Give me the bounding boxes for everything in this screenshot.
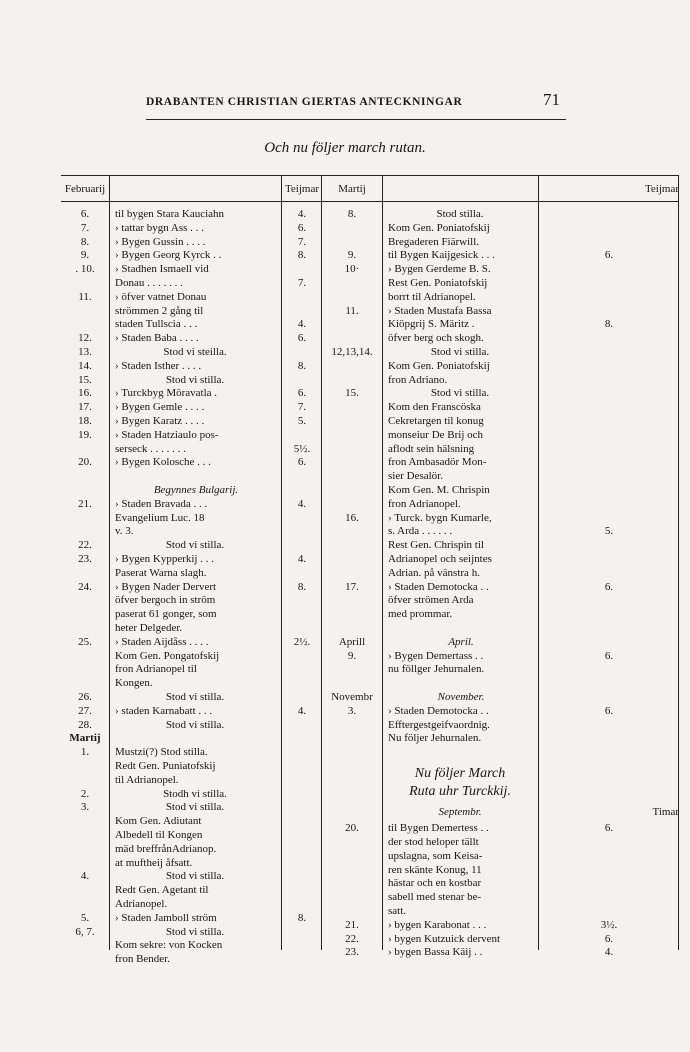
row-text: Stodh vi stilla.	[163, 787, 227, 800]
row-text: November.	[437, 691, 485, 703]
row-text: › Bygen Kypperkij . . .	[115, 553, 214, 565]
row-text: Donau . . . . . . .	[115, 277, 183, 289]
row-text: › Bygen Karatz . . . .	[115, 415, 205, 427]
row-mil: 7.	[297, 235, 307, 248]
row-text: Mustzi(?) Stod stilla.	[115, 746, 208, 759]
row-text: Stod vi stilla.	[165, 691, 225, 703]
row-date: Novembr	[331, 691, 373, 703]
row-date: 16.	[78, 387, 92, 400]
row-mil: 5½.	[293, 442, 311, 455]
row-text: sabell med stenar be-	[388, 891, 482, 904]
row-date: 4.	[80, 870, 90, 883]
row-text: Adrianopel.	[115, 898, 168, 910]
row-text: ren skänte Konug, 11	[388, 863, 482, 876]
row-mil: 6.	[604, 580, 614, 593]
row-date: 12.	[78, 332, 92, 345]
row-text: Kom sekre: von Kocken	[115, 939, 223, 952]
row-mil: 4.	[297, 704, 307, 717]
row-text: fron Adrianopel til	[115, 663, 197, 676]
row-text: Albedell til Kongen	[115, 829, 203, 841]
row-mil: 6.	[604, 249, 614, 262]
row-date: 6, 7.	[75, 925, 95, 938]
row-text: Stod vi stilla.	[430, 387, 490, 400]
row-mil: 8.	[297, 580, 307, 593]
row-mil: 6.	[297, 332, 307, 345]
row-text: Stod vi stilla.	[165, 539, 225, 552]
row-date: . 10.	[75, 263, 95, 276]
row-text: Stod vi stilla.	[430, 346, 490, 358]
row-mil: 6.	[604, 704, 614, 717]
row-text: upslagna, som Keisa-	[388, 849, 483, 862]
col-divider	[382, 175, 383, 950]
row-text: hästar och en kostbar	[388, 877, 482, 890]
row-mil: 6.	[297, 387, 307, 400]
row-date: 13.	[78, 346, 92, 358]
row-mil: 8.	[297, 249, 307, 262]
row-text: at muftheij åfsatt.	[115, 856, 193, 869]
row-text: › Staden Aijdåss . . . .	[115, 635, 209, 648]
row-date: 21.	[345, 918, 359, 931]
row-text: › Staden Isther . . . .	[115, 359, 202, 372]
row-date: 3.	[347, 704, 357, 717]
header-rule	[146, 119, 566, 120]
row-text: › Staden Mustafa Bassa	[388, 304, 492, 317]
row-text: › Staden Hatziaulo pos-	[115, 428, 219, 441]
row-text: Stod vi stilla.	[165, 373, 225, 386]
row-date: 16.	[345, 511, 359, 524]
row-text: Cekretargen til konug	[388, 415, 484, 427]
col-divider	[109, 175, 110, 950]
row-text: › Bygen Georg Kyrck . .	[115, 249, 222, 262]
row-date: 22.	[345, 932, 359, 945]
row-text: › staden Karnabatt . . .	[115, 704, 213, 717]
row-date: 12,13,14.	[331, 346, 373, 358]
row-text: Adrianopel och seijntes	[388, 553, 492, 565]
row-date: 15.	[345, 387, 359, 400]
row-mil: 7.	[297, 277, 307, 289]
page-number: 71	[543, 90, 560, 109]
row-date: 19.	[78, 428, 92, 441]
row-text: til Adrianopel.	[115, 773, 179, 786]
row-mil: 5.	[297, 415, 307, 427]
row-text: › Turckbyg Möravatla .	[115, 387, 218, 400]
row-text: sier Desalör.	[388, 470, 443, 483]
row-text: Stod vi stilla.	[165, 801, 225, 814]
row-text: mäd breffrånAdrianop.	[115, 842, 217, 855]
row-mil: 7.	[297, 401, 307, 414]
row-text: › bygen Karabonat . . .	[388, 918, 487, 931]
row-mil: 4.	[297, 318, 307, 331]
row-text: med prommar.	[388, 608, 453, 621]
row-text: monseiur De Brij och	[388, 428, 484, 441]
row-mil: 6.	[604, 932, 614, 945]
row-date: Aprill	[338, 635, 366, 648]
row-text: fron Bender.	[115, 953, 170, 966]
row-text: April.	[448, 635, 474, 648]
row-text: satt.	[388, 905, 407, 917]
row-text: › Staden Jamboll ström	[115, 911, 217, 924]
row-date: 11.	[345, 304, 359, 317]
row-text: Stod vi steilla.	[163, 346, 227, 358]
row-text: strömmen 2 gång til	[115, 304, 204, 317]
row-date: 27.	[78, 704, 92, 717]
row-text: › Bygen Kolosche . . .	[115, 456, 211, 469]
row-text: › Bygen Gussin . . . .	[115, 235, 206, 248]
row-text: til Bygen Kaijgesick . . .	[388, 249, 495, 262]
row-text: Kiöpgrij S. Märitz .	[388, 318, 475, 331]
row-mil: 4.	[297, 208, 307, 220]
row-text: nu föllger Jehurnalen.	[388, 663, 485, 676]
row-date: 18.	[78, 415, 92, 427]
row-mil: 4.	[604, 946, 614, 959]
row-text: s. Arda . . . . . .	[388, 525, 453, 538]
row-text: › bygen Kutzuick dervent	[388, 932, 501, 945]
row-date: 8.	[347, 208, 357, 220]
row-date: 9.	[80, 249, 90, 262]
row-mil: 8.	[297, 911, 307, 924]
row-text: Adrian. på vänstra h.	[388, 566, 480, 579]
row-date: 10·	[344, 263, 360, 276]
row-text: › Staden Demotocka . .	[388, 580, 489, 593]
row-text: Stod vi stilla.	[165, 925, 225, 938]
table-top-rule	[61, 175, 679, 176]
row-text: › Bygen Demertass . .	[388, 649, 484, 662]
row-date: 23.	[345, 946, 359, 959]
row-date: 22.	[78, 539, 92, 552]
row-date: 21.	[78, 497, 92, 510]
march-table	[61, 175, 679, 966]
row-text: Evangelium Luc. 18	[115, 511, 205, 524]
row-mil: 2½.	[293, 635, 311, 648]
row-date: 23.	[78, 553, 92, 565]
row-text: Rest Gen. Chrispin til	[388, 539, 484, 552]
row-date: 3.	[80, 801, 90, 814]
row-text: › Bygen Gemle . . . .	[115, 401, 205, 414]
page-subtitle: Och nu följer march rutan.	[264, 140, 426, 156]
row-text: paserat 61 gonger, som	[115, 608, 217, 621]
header-teijmar-left: Teijmar	[284, 183, 320, 195]
row-text: Bregaderen Fiärwill.	[388, 235, 480, 248]
table-header-rule	[61, 201, 679, 202]
row-date: 25.	[78, 635, 92, 648]
row-mil: 6.	[604, 649, 614, 662]
row-mil: 5.	[604, 525, 614, 538]
row-date: 5.	[80, 911, 90, 924]
row-date: 20.	[345, 822, 359, 835]
row-text: Redt Gen. Agetant til	[115, 884, 209, 897]
row-text: Kom Gen. Adiutant	[115, 815, 202, 828]
row-date: Martij	[69, 732, 101, 745]
row-text: staden Tullscia . . .	[115, 318, 198, 331]
row-text: öfver bergoch in ström	[115, 594, 216, 607]
row-date: 8.	[80, 235, 90, 248]
row-text: Nu följer Jehurnalen.	[388, 732, 482, 745]
row-text: v. 3.	[115, 525, 134, 538]
september-label: Septembr.	[438, 806, 482, 819]
row-text: Paserat Warna slagh.	[115, 566, 207, 579]
row-text: Kom den Franscöska	[388, 401, 481, 414]
row-text: › Staden Baba . . . .	[115, 332, 199, 345]
header-februarij: Februarij	[64, 183, 106, 195]
running-title: DRABANTEN CHRISTIAN GIERTAS ANTECKNINGAR	[146, 96, 463, 108]
row-text: Kom Gen. Poniatofskij	[388, 359, 490, 372]
row-text: Kom Gen. M. Chrispin	[388, 484, 490, 496]
row-text: Redt Gen. Puniatofskij	[115, 760, 216, 772]
row-text: Stod vi stilla.	[165, 870, 225, 883]
row-mil: 8.	[297, 359, 307, 372]
row-text: › bygen Bassa Käij . .	[388, 946, 483, 959]
row-text: › Staden Bravada . . .	[115, 497, 208, 510]
row-date: 24.	[78, 580, 92, 593]
row-text: fron Adriano.	[388, 373, 448, 386]
row-date: 11.	[78, 290, 92, 303]
march-heading: Nu följer March	[414, 766, 506, 782]
row-date: 2.	[80, 787, 90, 800]
row-date: 9.	[347, 249, 357, 262]
row-mil: 6.	[297, 221, 307, 234]
row-date: 26.	[78, 691, 92, 703]
row-date: 20.	[78, 456, 92, 469]
row-text: › Turck. bygn Kumarle,	[388, 511, 492, 524]
row-text: fron Adrianopel.	[388, 497, 461, 510]
row-text: fron Ambasadör Mon-	[388, 456, 487, 469]
march-heading: Ruta uhr Turckkij.	[409, 784, 511, 800]
row-text: › tattar bygn Ass . . .	[115, 221, 204, 234]
row-text: Rest Gen. Poniatofskij	[388, 277, 488, 289]
row-text: Stod vi stilla.	[165, 718, 225, 731]
row-text: öfver berg och skogh.	[388, 332, 484, 345]
row-text: borrt til Adrianopel.	[388, 290, 476, 303]
row-date: 28.	[78, 718, 92, 731]
row-mil: 8.	[604, 318, 614, 331]
row-date: 17.	[345, 580, 359, 593]
row-date: 15.	[78, 373, 92, 386]
row-text: serseck . . . . . . .	[115, 442, 186, 455]
row-text: Kongen.	[115, 677, 153, 690]
row-text: Efftergestgeifvaordnig.	[388, 718, 490, 731]
row-date: 1.	[80, 746, 90, 759]
row-text: der stod heloper tällt	[388, 836, 479, 848]
row-text: til Bygen Demertess . .	[388, 822, 489, 835]
row-date: 9.	[347, 649, 357, 662]
row-text: › Stadhen Ismaell vid	[115, 263, 209, 276]
row-text: Stod stilla.	[436, 208, 484, 220]
row-date: 17.	[78, 401, 92, 414]
row-mil: 3½.	[600, 918, 618, 931]
row-text: heter Delgeder.	[115, 622, 183, 634]
row-text: aflodt sein hälsning	[388, 442, 475, 455]
row-date: 6.	[80, 208, 90, 220]
row-text: Kom Gen. Pongatofskij	[115, 649, 220, 662]
row-text: öfver strömen Arda	[388, 594, 474, 607]
row-mil: 4.	[297, 553, 307, 565]
row-date: 7.	[80, 221, 90, 234]
row-text: Begynnes Bulgarij.	[153, 484, 239, 496]
row-mil: 6.	[297, 456, 307, 469]
row-text: til bygen Stara Kauciahn	[115, 208, 225, 220]
row-text: › öfver vatnet Donau	[115, 290, 207, 303]
row-text: › Bygen Nader Dervert	[115, 580, 217, 593]
row-mil: 6.	[604, 822, 614, 835]
header-martij: Martij	[338, 183, 366, 195]
header-teijmar-right: Teijmar	[644, 183, 679, 195]
timar-label: Timar	[652, 806, 679, 819]
row-text: › Staden Demotocka . .	[388, 704, 489, 717]
row-text: › Bygen Gerdeme B. S.	[388, 263, 491, 276]
row-text: Kom Gen. Poniatofskij	[388, 221, 490, 234]
row-date: 14.	[78, 359, 92, 372]
row-mil: 4.	[297, 497, 307, 510]
